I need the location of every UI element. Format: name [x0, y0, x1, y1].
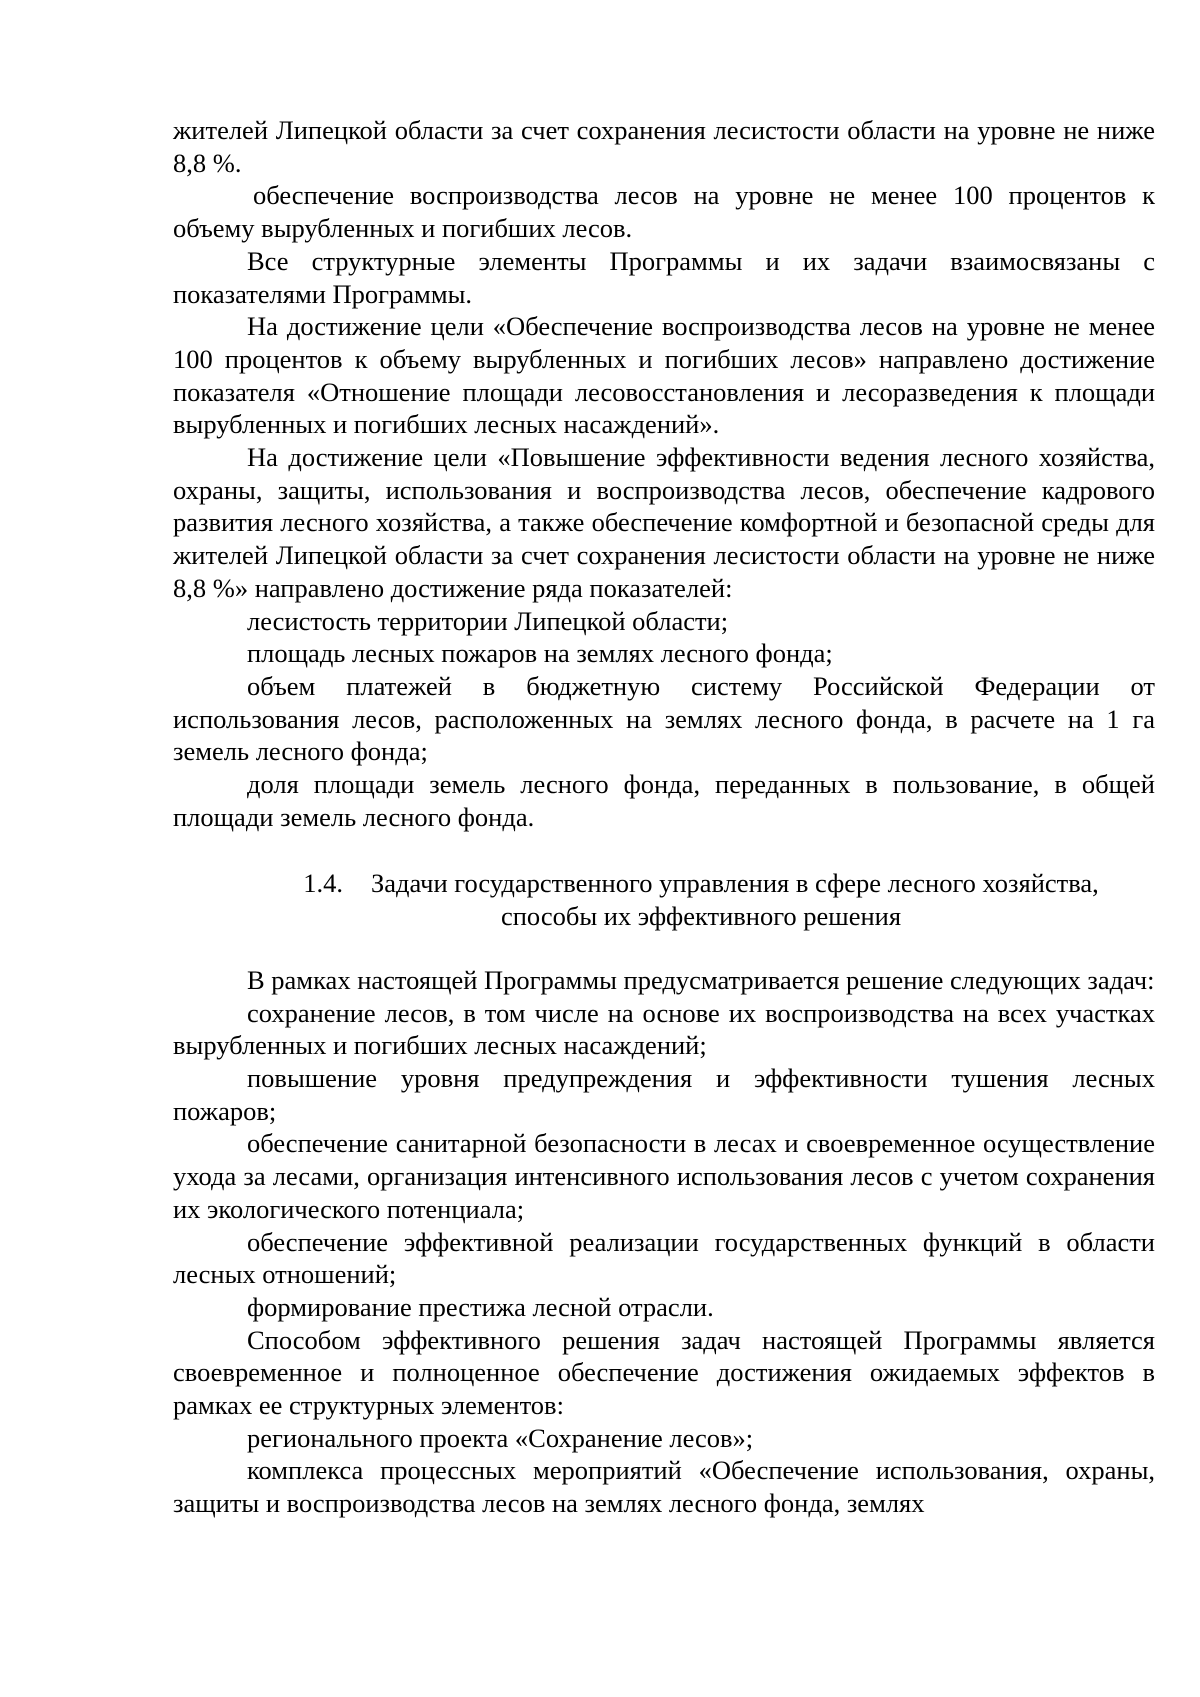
section-heading [173, 867, 1155, 932]
list-item-payments: объем платежей в бюджетную систему Российской Федерации от использования лесов, расположенных на землях лесного фонда, в расчете на 1 га земель лесного фонда; [173, 670, 1155, 767]
paragraph-tasks-intro: В рамках настоящей Программы предусматривается решение следующих задач: [247, 964, 1155, 995]
paragraph-solution-method: Способом эффективного решения задач настоящей Программы является своевременное и полноценное обеспечение достижения ожидаемых эффектов в рамках ее структурных элементов: [173, 1324, 1155, 1421]
list-item-process-complex: комплекса процессных мероприятий «Обеспечение использования, охраны, защиты и воспроизводства лесов на землях лесного фонда, землях [173, 1455, 1155, 1519]
list-item-land-share: доля площади земель лесного фонда, переданных в пользование, в общей площади земель лесного фонда. [173, 769, 1155, 832]
list-item-forest-cover: лесистость территории Липецкой области; [247, 605, 729, 636]
section-number: 1.4. [303, 868, 343, 899]
section-title-line-2: способы их эффективного решения [500, 901, 902, 932]
section-heading-line-1 [247, 867, 1155, 900]
list-item-task-functions: обеспечение эффективной реализации государственных функций в области лесных отношений; [173, 1226, 1155, 1290]
paragraph-structural-elements: Все структурные элементы Программы и их задачи взаимосвязаны с показателями Программы. [173, 245, 1155, 309]
list-item-fire-area: площадь лесных пожаров на землях лесного фонда; [247, 638, 833, 669]
document-page [173, 114, 1155, 1520]
paragraph-continuation: жителей Липецкой области за счет сохранения лесистости области на уровне не ниже 8,8 %. [173, 115, 1155, 178]
list-item-task-fires: повышение уровня предупреждения и эффективности тушения лесных пожаров; [173, 1062, 1155, 1126]
list-item-task-prestige: формирование престижа лесной отрасли. [247, 1291, 714, 1322]
paragraph-reproduction-goal: обеспечение воспроизводства лесов на уровне не менее 100 процентов к объему вырубленных и погибших лесов. [173, 180, 1155, 244]
list-item-task-sanitary: обеспечение санитарной безопасности в лесах и своевременное осуществление ухода за лесами, организация интенсивного использования лесов с учетом сохранения их экологического потенциала; [173, 1128, 1155, 1224]
paragraph-goal-efficiency: На достижение цели «Повышение эффективности ведения лесного хозяйства, охраны, защиты, использования и воспроизводства лесов, обеспечение кадрового развития лесного хозяйства, а также обеспечение комфортной и безопасной среды для жителей Липецкой области за счет сохранения лесистости области на уровне не ниже 8,8 %» направлено достижение ряда показателей: [173, 442, 1155, 603]
list-item-task-preservation: сохранение лесов, в том числе на основе их воспроизводства на всех участках вырубленных и погибших лесных насаждений; [173, 997, 1155, 1061]
section-title-line-1: Задачи государственного управления в сфере лесного хозяйства, [370, 868, 1099, 899]
paragraph-goal-reproduction: На достижение цели «Обеспечение воспроизводства лесов на уровне не менее 100 процентов к объему вырубленных и погибших лесов» направлено достижение показателя «Отношение площади лесовосстановления и лесоразведения к площади вырубленных и погибших лесных насаждений». [173, 311, 1155, 440]
list-item-regional-project: регионального проекта «Сохранение лесов»; [247, 1422, 754, 1453]
